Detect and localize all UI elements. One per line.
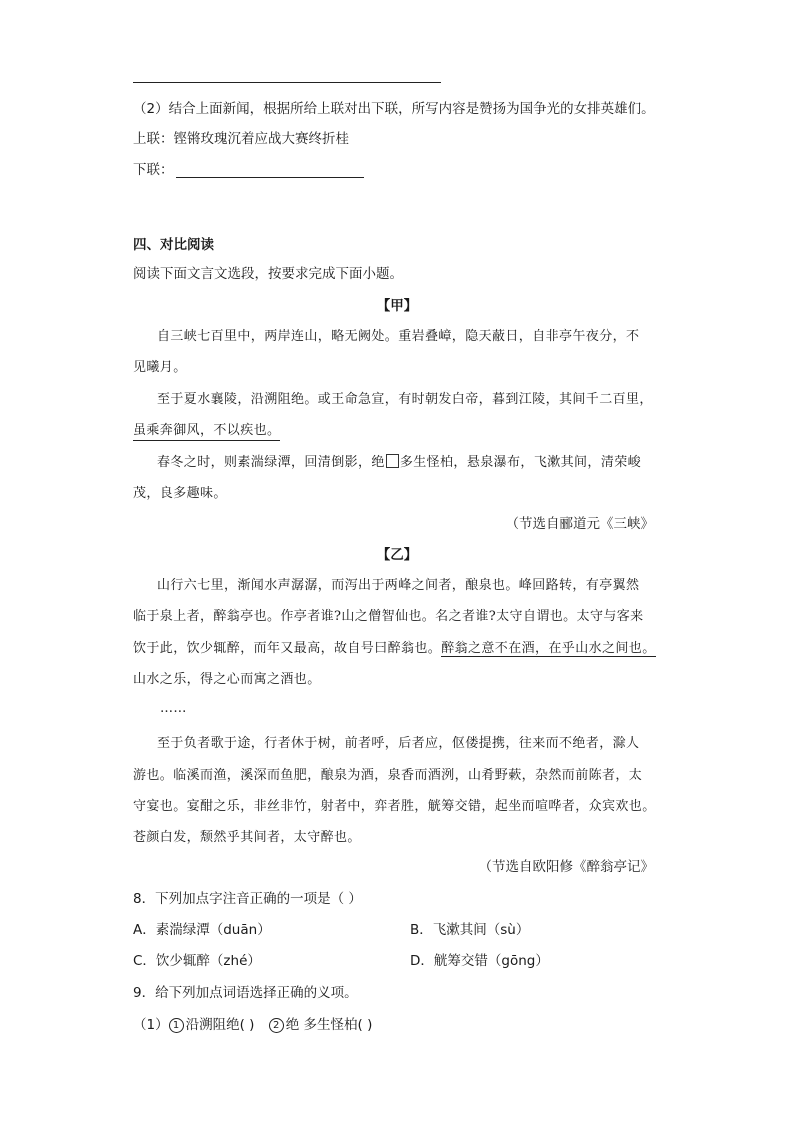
- lower-couplet: [133, 161, 174, 179]
- upper-couplet: [133, 130, 349, 148]
- q7-part2-text: （2）结合上面新闻，根据所给上联对出下联，所写内容是赞扬为国争光的女排英雄们。: [133, 101, 655, 117]
- q8-option-c[interactable]: C．饮少辄醉（zhé）: [133, 953, 261, 969]
- section-instruction: 阅读下面文言文选段，按要求完成下面小题。: [133, 266, 403, 282]
- section-heading: 四、对比阅读: [133, 237, 214, 253]
- q8-option-a[interactable]: A．素湍绿潭（duān）: [133, 922, 271, 938]
- circled-number-1: 1: [169, 1018, 184, 1033]
- jia-underlined-sentence: 虽乘奔御风，不以疾也。: [133, 422, 280, 441]
- yi-source: （节选自欧阳修《醉翁亭记》: [478, 859, 654, 875]
- q8-option-d[interactable]: D．觥筹交错（gōng）: [410, 953, 549, 969]
- upper-couplet-label: 上联：: [133, 131, 174, 147]
- jia-label: 【甲】: [376, 298, 418, 314]
- answer-blank-line-top: [133, 82, 441, 83]
- upper-couplet-text: 铿锵玫瑰沉着应战大赛终折桂: [173, 131, 349, 147]
- q8-stem: 8．下列加点字注音正确的一项是（ ）: [133, 891, 362, 907]
- yi-underlined-sentence: 醉翁之意不在酒，在乎山水之间也。: [441, 641, 656, 656]
- lower-couplet-blank[interactable]: [176, 177, 364, 178]
- yi-ellipsis: ……: [160, 701, 187, 716]
- missing-character-box: [386, 454, 399, 468]
- circled-number-2: 2: [269, 1018, 284, 1033]
- q9-stem: 9．给下列加点词语选择正确的义项。: [133, 985, 358, 1001]
- yi-label: 【乙】: [376, 547, 418, 563]
- q8-option-b[interactable]: B．飞漱其间（sù）: [410, 922, 530, 938]
- lower-couplet-label: 下联：: [133, 162, 174, 178]
- q9-sub-1: （1） 1 沿溯阻绝( ) 2 绝 多生怪柏( ): [133, 1017, 373, 1033]
- jia-source: （节选自郦道元《三峡》: [505, 516, 654, 532]
